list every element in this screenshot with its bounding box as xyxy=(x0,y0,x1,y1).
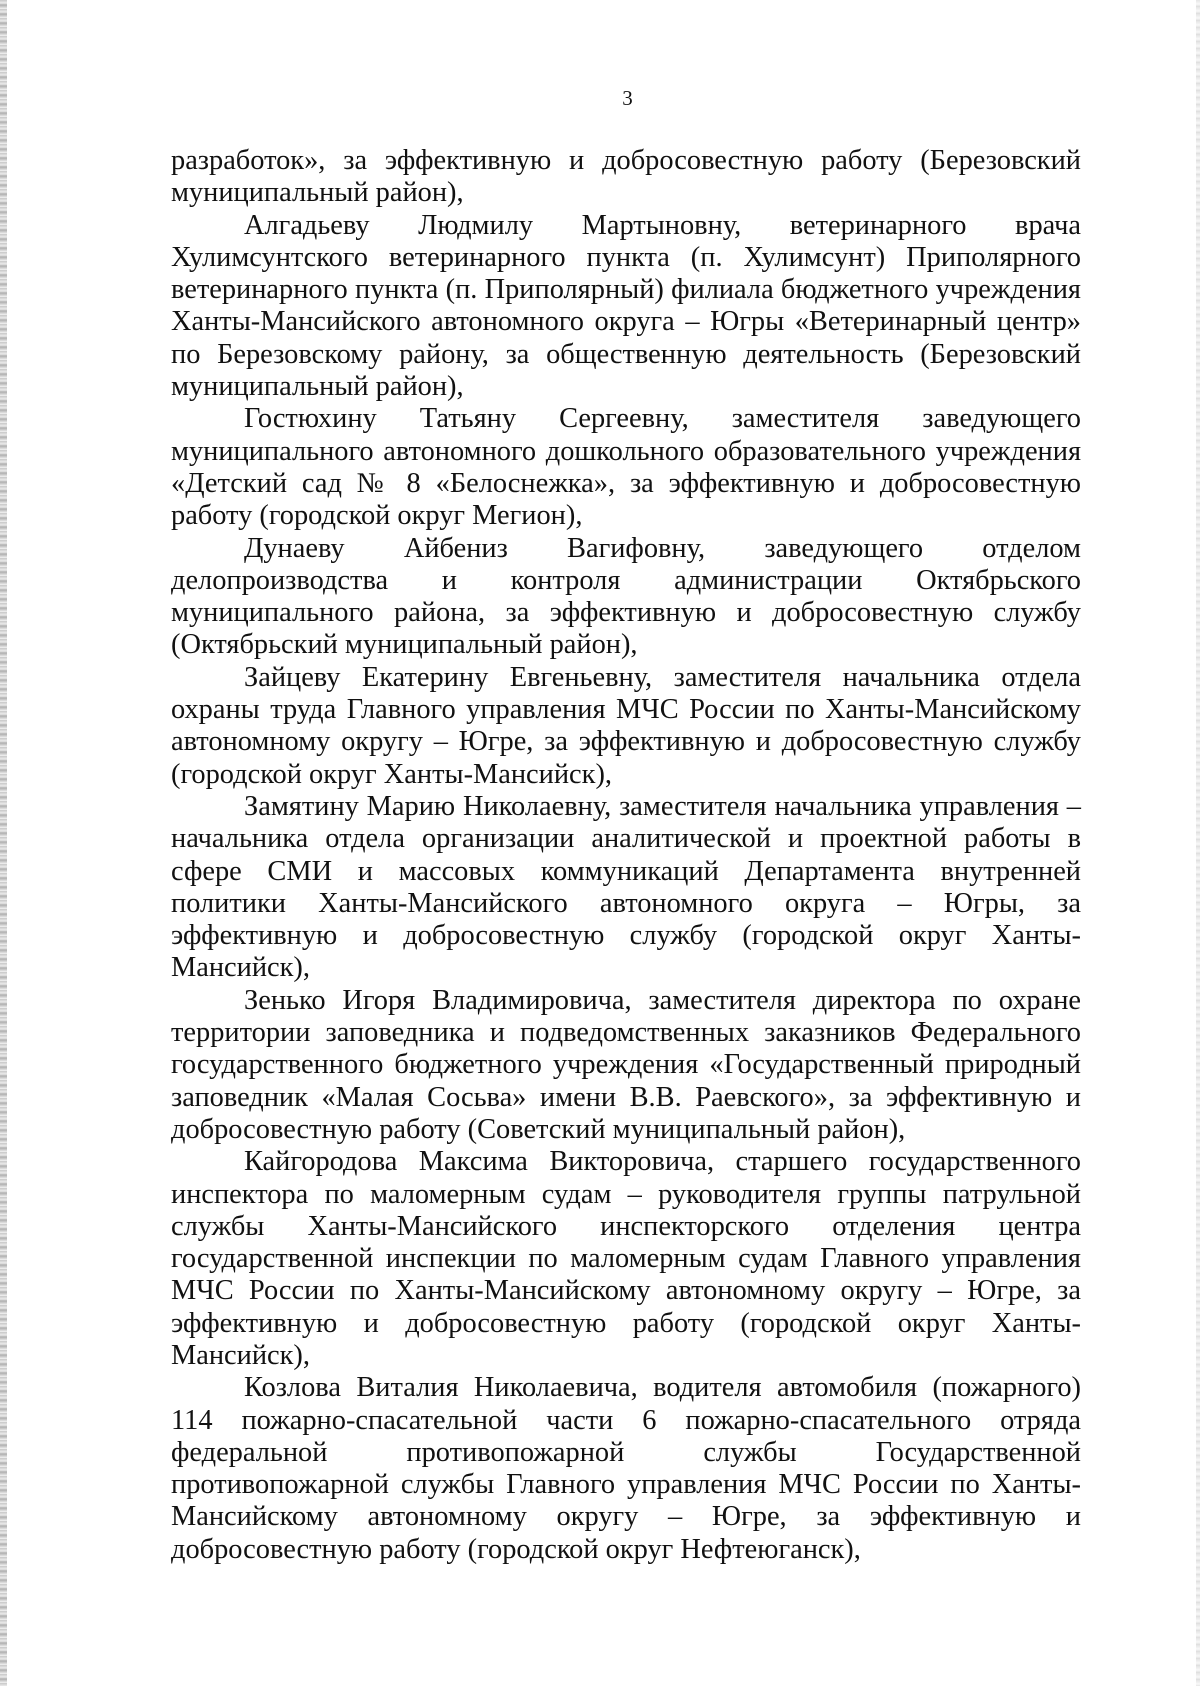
paragraph-algadyeva: Алгадьеву Людмилу Мартыновну, ветеринарного врача Хулимсунтского ветеринарного пункта (п. Хулимсунт) Приполярного ветеринарного пункта (п. Приполярный) филиала бюджетного учреждения Ханты-Мансийского автономного округа – Югры «Ветеринарный центр» по Березовскому району, за общественную деятельность (Березовский муниципальный район), xyxy=(171,209,1081,403)
scan-edge-right xyxy=(1196,0,1200,1686)
paragraph-kozlov: Козлова Виталия Николаевича, водителя автомобиля (пожарного) 114 пожарно-спасательной части 6 пожарно-спасательного отряда федеральной противопожарной службы Государственной противопожарной службы Главного управления МЧС России по Ханты-Мансийскому автономному округу – Югре, за эффективную и добросовестную работу (городской округ Нефтеюганск), xyxy=(171,1372,1081,1565)
paragraph-gostyukhina: Гостюхину Татьяну Сергеевну, заместителя заведующего муниципального автономного дошкольного образовательного учреждения «Детский сад № 8 «Белоснежка», за эффективную и добросовестную работу (городской округ Мегион), xyxy=(171,403,1081,532)
paragraph-kaygorodov: Кайгородова Максима Викторовича, старшего государственного инспектора по маломерным судам – руководителя группы патрульной службы Ханты-Мансийского инспекторского отделения центра государственной инспекции по маломерным судам Главного управления МЧС России по Ханты-Мансийскому автономному округу – Югре, за эффективную и добросовестную работу (городской округ Ханты-Мансийск), xyxy=(171,1146,1081,1371)
document-body xyxy=(171,145,1081,1566)
paragraph-dunaeva: Дунаеву Айбениз Вагифовну, заведующего отделом делопроизводства и контроля администрации Октябрьского муниципального района, за эффективную и добросовестную службу (Октябрьский муниципальный район), xyxy=(171,532,1081,661)
paragraph-continuation: разработок», за эффективную и добросовестную работу (Березовский муниципальный район), xyxy=(171,145,1081,209)
paragraph-zamyatina: Замятину Марию Николаевну, заместителя начальника управления – начальника отдела организации аналитической и проектной работы в сфере СМИ и массовых коммуникаций Департамента внутренней политики Ханты-Мансийского автономного округа – Югры, за эффективную и добросовестную службу (городской округ Ханты-Мансийск), xyxy=(171,790,1081,984)
paragraph-zaytseva: Зайцеву Екатерину Евгеньевну, заместителя начальника отдела охраны труда Главного управления МЧС России по Ханты-Мансийскому автономному округу – Югре, за эффективную и добросовестную службу (городской округ Ханты-Мансийск), xyxy=(171,661,1081,790)
scan-edge-left xyxy=(0,0,7,1686)
page-number: 3 xyxy=(622,86,633,110)
paragraph-zenko: Зенько Игоря Владимировича, заместителя директора по охране территории заповедника и подведомственных заказников Федерального государственного бюджетного учреждения «Государственный природный заповедник «Малая Сосьва» имени В.В. Раевского», за эффективную и добросовестную работу (Советский муниципальный район), xyxy=(171,984,1081,1145)
